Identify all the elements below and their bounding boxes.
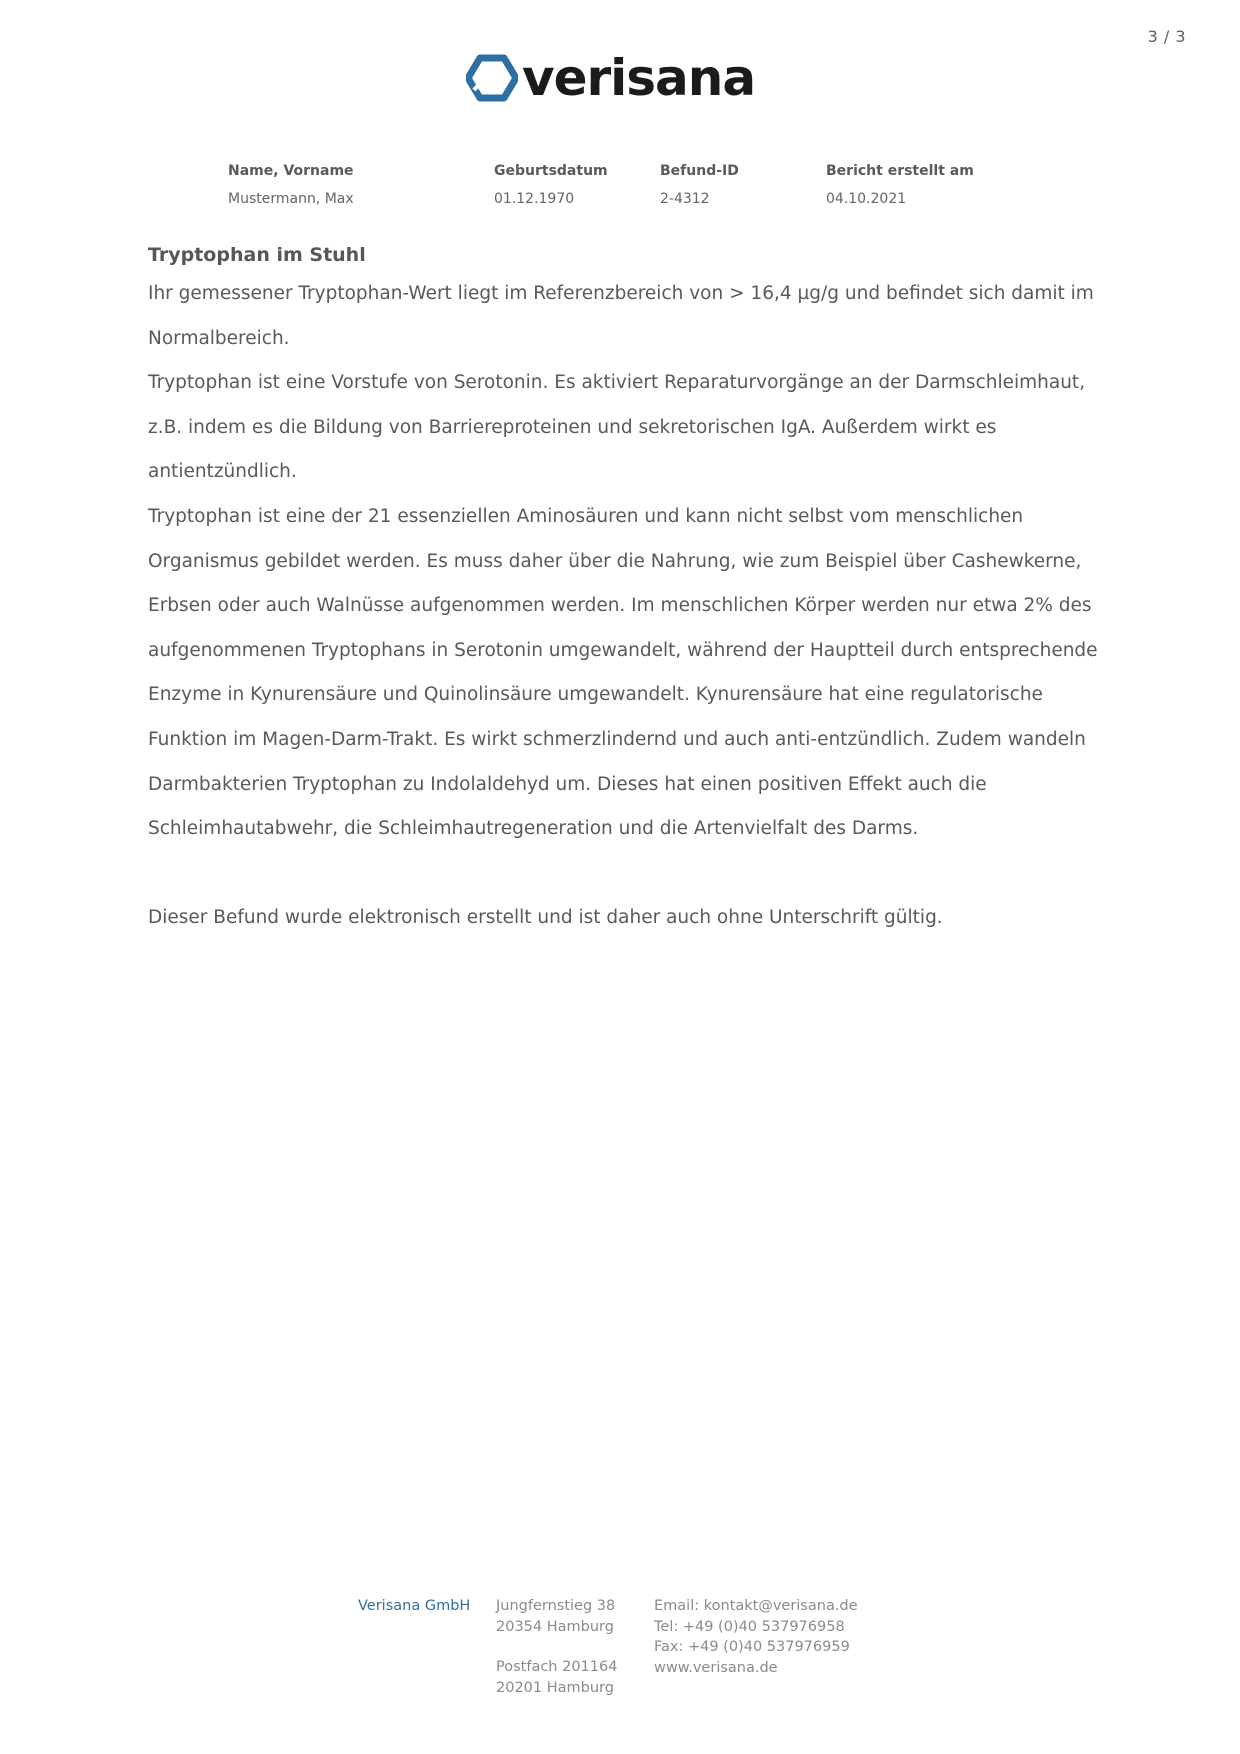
report-date-label: Bericht erstellt am bbox=[826, 163, 974, 179]
po-box: Postfach 201164 bbox=[496, 1659, 618, 1675]
paragraph-background: Tryptophan ist eine der 21 essenziellen Aminosäuren und kann nicht selbst vom menschlichen Organismus gebildet werden. Es muss daher über die Nahrung, wie zum Beispiel über Cashewkerne, Erbsen oder auch Walnüsse aufgenommen werden. Im menschlichen Körper werden nur etwa 2% des aufgenommenen Tryptophans in Serotonin umgewandelt, während der Hauptteil durch entsprechende Enzyme in Kynurensäure und Quinolinsäure umgewandelt. Kynurensäure hat eine regulatorische Funktion im Magen-Darm-Trakt. Es wirkt schmerzlindernd und auch anti-entzündlich. Zudem wandeln Darmbakterien Tryptophan zu Indolaldehyd um. Dieses hat einen positiven Effekt auch die Schleimhautabwehr, die Schleimhautregeneration und die Artenvielfalt des Darms. bbox=[148, 505, 1098, 840]
page-number: 3 / 3 bbox=[1147, 27, 1186, 46]
email: Email: kontakt@verisana.de bbox=[654, 1598, 858, 1614]
report-id-value: 2-4312 bbox=[660, 191, 710, 207]
verisana-logo bbox=[466, 48, 755, 108]
phone: Tel: +49 (0)40 537976958 bbox=[654, 1618, 845, 1635]
section-title: Tryptophan im Stuhl bbox=[148, 244, 366, 266]
paragraph-function: Tryptophan ist eine Vorstufe von Serotonin. Es aktiviert Reparaturvorgänge an der Darmschleimhaut, z.B. indem es die Bildung von Barriereproteinen und sekretorischen IgA. Außerdem wirkt es antientzündlich. bbox=[148, 372, 1086, 483]
patient-name-value: Mustermann, Max bbox=[228, 191, 354, 207]
paragraph-result: Ihr gemessener Tryptophan-Wert liegt im Referenzbereich von > 16,4 µg/g und befindet sich damit im Normalbereich. bbox=[148, 283, 1094, 349]
footer-address bbox=[496, 1596, 617, 1698]
report-date-value: 04.10.2021 bbox=[826, 191, 907, 207]
street: Jungfernstieg 38 bbox=[496, 1598, 616, 1614]
fax: Fax: +49 (0)40 537976959 bbox=[654, 1639, 850, 1655]
brand-name: verisana bbox=[522, 49, 756, 107]
website: www.verisana.de bbox=[654, 1659, 778, 1676]
report-id-label: Befund-ID bbox=[660, 163, 739, 179]
patient-name-column bbox=[228, 160, 354, 210]
footer-contact bbox=[654, 1596, 858, 1678]
hexagon-logo-icon bbox=[466, 54, 518, 102]
birth-date-label: Geburtsdatum bbox=[494, 163, 608, 179]
city: 20354 Hamburg bbox=[496, 1618, 614, 1635]
footer-company bbox=[358, 1596, 470, 1617]
patient-name-label: Name, Vorname bbox=[228, 163, 354, 179]
birth-date-value: 01.12.1970 bbox=[494, 191, 575, 207]
po-city: 20201 Hamburg bbox=[496, 1679, 614, 1696]
validity-note: Dieser Befund wurde elektronisch erstellt und ist daher auch ohne Unterschrift gültig. bbox=[148, 906, 943, 928]
report-date-column bbox=[826, 160, 974, 210]
company-name: Verisana GmbH bbox=[358, 1598, 471, 1614]
report-section bbox=[148, 240, 1108, 940]
birth-date-column bbox=[494, 160, 608, 210]
report-id-column bbox=[660, 160, 739, 210]
